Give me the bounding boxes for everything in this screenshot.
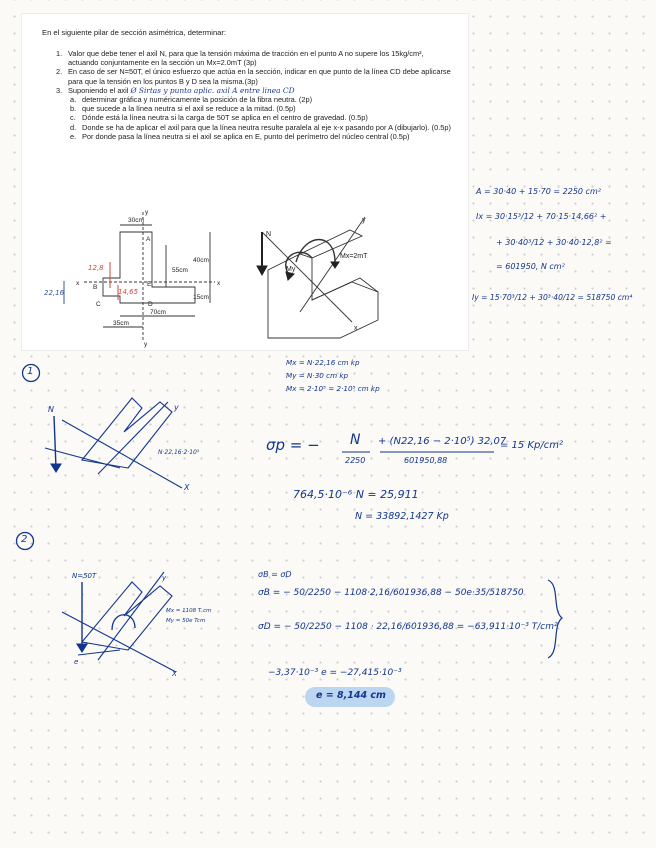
view-3d-figure xyxy=(262,217,378,338)
question-number: 2. xyxy=(56,67,63,77)
n-force-head xyxy=(257,266,267,275)
d2-mx: Mx = 1108 T cm xyxy=(166,608,212,614)
my-head xyxy=(286,272,294,280)
prism-front xyxy=(268,254,378,338)
circle-2-label: 2 xyxy=(21,534,28,545)
point-A: A xyxy=(146,236,151,243)
d2-N-head xyxy=(77,644,87,652)
point-B: B xyxy=(93,284,98,291)
calc-ix-3: = 601950, N cm² xyxy=(496,262,565,271)
dim-top: 30cm xyxy=(128,217,144,224)
d1-axis-y xyxy=(98,402,168,474)
dim-flange: 15cm xyxy=(193,294,209,301)
dim-bottom: 70cm xyxy=(150,309,166,316)
fig-y-bottom: y xyxy=(144,341,148,348)
final-result: e = 8,144 cm xyxy=(316,690,386,701)
d1-N-line xyxy=(54,416,56,468)
point-C: C xyxy=(96,301,101,308)
d2-my: My = 50e Tcm xyxy=(166,618,206,624)
d2-moment-arc xyxy=(112,615,135,630)
3d-N: N xyxy=(266,231,272,238)
question-text: En caso de ser N=50T, el único esfuerzo que actúa en la sección, indicar en que punto de la línea CD debe aplicarse para que la tensión en los puntos B y D sea la misma.(3p) xyxy=(68,67,451,86)
eq2-line-2: σD = − 50/2250 − 1108 · 22,16/601936,88 = −63,911·10⁻³ T/cm² xyxy=(258,622,558,632)
point-E: E xyxy=(147,281,152,288)
d2-y: y xyxy=(162,574,167,582)
d2-axis-long xyxy=(62,612,176,672)
question-text: Valor que debe tener el axil N, para que la tensión máxima de tracción en el punto A no supere los 15kg/cm², actuando conjuntamente en la sección un Mx=2.0mT (3p) xyxy=(68,49,424,68)
moment-line-1: Mx = N·22,16 cm kp xyxy=(286,358,360,367)
prism-top-right xyxy=(312,278,378,300)
d2-e: e xyxy=(74,658,79,666)
handwritten-annotation: Ø Sirtas y punto aplic. axil A entre linea CD xyxy=(130,85,295,95)
subitem-letter: b. xyxy=(70,104,77,114)
question-text: Suponiendo el axil xyxy=(68,85,129,95)
fig-x-right: x xyxy=(217,280,221,287)
d1-y: y xyxy=(174,403,179,412)
eq2-line-3: −3,37·10⁻³ e = −27,415·10⁻³ xyxy=(268,668,402,678)
diagram-1 xyxy=(45,398,182,488)
hw-dim-h1: 12,8 xyxy=(88,264,104,272)
diagram-2 xyxy=(62,572,176,672)
d1-N: N xyxy=(48,405,54,414)
section-hw-labels xyxy=(44,264,139,297)
eq2-line-0: σB = σD xyxy=(258,570,292,579)
subitem-text: Donde se ha de aplicar el axil para que la línea neutra resulte paralela al eje x-x pasando por A (dibujarlo). (0.5p) xyxy=(82,122,451,132)
d2-e-line xyxy=(78,650,120,655)
moment-line-2: My = N·30 cm kp xyxy=(286,371,349,380)
subitem-text: que sucede a la línea neutra si el axil se reduce a la mitad. (0.5p) xyxy=(82,104,296,114)
d1-section xyxy=(82,398,172,468)
section-labels xyxy=(76,209,221,348)
eq1-num2: + (N22,16 − 2·10⁵) 32,07 xyxy=(378,436,507,447)
calc-ix-1: Ix = 30·15³/12 + 70·15·14,66² + xyxy=(476,212,607,221)
eq1-num: N xyxy=(350,432,361,448)
result-line-2: N = 33892,1427 Kp xyxy=(355,511,449,522)
calc-ix-2: + 30·40³/12 + 30·40·12,8² = xyxy=(496,238,612,247)
question-number: 1. xyxy=(56,49,63,58)
subitem-text: Dónde está la línea neutra si la carga de 50T se aplica en el centro de gravedad. (0.5p) xyxy=(82,113,368,123)
subitem-letter: a. xyxy=(70,95,77,105)
dim-web: 55cm xyxy=(172,267,188,274)
dim-left: 35cm xyxy=(113,320,129,327)
question-number: 3. xyxy=(56,85,63,95)
fig-x-left: x xyxy=(76,280,80,287)
circle-1-label: 1 xyxy=(27,366,34,377)
result-line-1: 764,5·10⁻⁶ N = 25,911 xyxy=(293,488,419,501)
dim-right-top: 40cm xyxy=(193,257,209,264)
eq1-rhs: = 15 Kp/cm² xyxy=(500,440,563,451)
subitem-letter: e. xyxy=(70,131,77,141)
fig-y-top: y xyxy=(145,209,149,216)
moment-line-3: Mx = 2·10⁵ = 2·10⁵ cm kp xyxy=(286,384,380,393)
3d-x-axis xyxy=(262,232,352,322)
hw-dim-h3: 22,16 xyxy=(44,289,65,297)
eq2-line-1: σB = − 50/2250 − 1108·2,16/601936,88 − 50e·35/518750 xyxy=(258,588,524,598)
d1-x: X xyxy=(184,483,190,492)
s2-brace xyxy=(548,580,562,658)
point-D: D xyxy=(148,301,153,308)
3d-Mx: Mx=2mT xyxy=(340,253,368,260)
d2-labels xyxy=(72,572,211,678)
eq1-den2: 601950,88 xyxy=(404,456,448,465)
cross-section-figure xyxy=(84,212,215,342)
d1-note: N·22,16·2·10⁵ xyxy=(158,449,200,456)
subitem-text: Por donde pasa la línea neutra si el axil se aplica en E, punto del perímetro del núcleo central (0.5p) xyxy=(82,131,410,141)
subitem-letter: c. xyxy=(70,113,76,123)
d1-N-head xyxy=(51,464,61,472)
d2-N: N=50T xyxy=(72,572,97,580)
calc-iy: Iy = 15·70³/12 + 30³·40/12 = 518750 cm⁴ xyxy=(472,293,633,302)
eq1-lhs: σp = − xyxy=(266,436,320,454)
hw-dim-h2: 14,65 xyxy=(118,288,139,296)
3d-My: My xyxy=(286,266,296,273)
subitem-letter: d. xyxy=(70,122,77,132)
problem-intro: En el siguiente pilar de sección asimétrica, determinar: xyxy=(42,28,227,37)
3d-x: x xyxy=(354,325,358,332)
3d-y: y xyxy=(362,217,366,224)
eq1-den: 2250 xyxy=(345,456,366,465)
d2-section xyxy=(82,582,172,650)
calc-area: A = 30·40 + 15·70 = 2250 cm² xyxy=(476,187,601,196)
d2-x: X xyxy=(172,670,177,678)
subitem-text: determinar gráfica y numéricamente la posición de la fibra neutra. (2p) xyxy=(82,95,313,105)
